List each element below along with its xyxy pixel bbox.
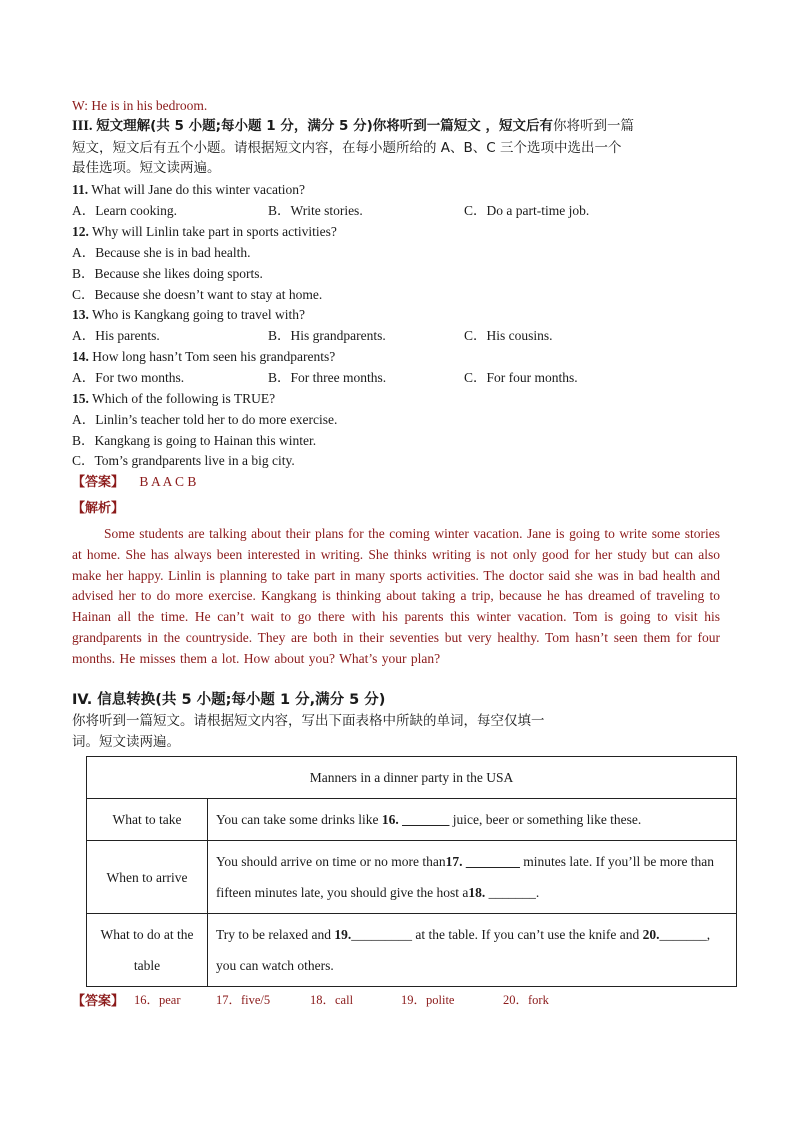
question-11 [72, 180, 305, 200]
section4-instructions-line1: 你将听到一篇短文。请根据短文内容，写出下面表格中所缺的单词，每空仅填一 [72, 713, 545, 729]
row-label: When to arrive [87, 841, 208, 914]
question-number: 12. [72, 224, 89, 239]
answer-item-19: 19．polite [401, 993, 455, 1007]
question-15 [72, 389, 275, 409]
row-content: You should arrive on time or no more than17. ________ minutes late. If you’ll be more than fifteen minutes late, you should give the host a18. _______. [208, 841, 737, 914]
table-row [87, 841, 737, 914]
analysis-text: Some students are talking about their plans for the coming winter vacation. Jane is going to write some stories at home. She has always been interested in writing. She thinks writing is not only good for her study but can also make her happy. Linlin is planning to take part in many sports activities. The doctor said she was in bad health and advised her to do more exercise. Kangkang is thinking about taking a trip, because he has dreamed of traveling to Hainan all the time. He can’t wait to go there with his parents this winter vacation. Tom is going to visit his grandparents in the countryside. They are both in their seventies but very healthy. Tom hasn’t seen them for four months. He misses them a lot. How about you? What’s your plan? [72, 526, 720, 666]
blank-17[interactable]: ________ [462, 854, 520, 869]
section3-heading-bold: 短文理解(共 5 小题;每小题 1 分，满分 5 分)你将听到一篇短文 ，短文后有 [96, 118, 554, 134]
answer-block-1 [72, 472, 196, 493]
option-12b: B．Because she likes doing sports. [72, 266, 263, 281]
answer-item-16: 16．pear [134, 993, 181, 1007]
row-label: What to take [87, 799, 208, 841]
analysis-label: 【解析】 [72, 501, 125, 516]
option-13b: B．His grandparents. [268, 328, 386, 343]
question-text: How long hasn’t Tom seen his grandparents? [92, 349, 336, 364]
question-text: Which of the following is TRUE? [92, 391, 276, 406]
answer-label: 【答案】 [72, 475, 125, 490]
blank-20[interactable]: _______ [659, 927, 707, 942]
question-number: 11. [72, 182, 89, 197]
w-line: W: He is in his bedroom. [72, 98, 208, 113]
option-11c: C．Do a part-time job. [464, 203, 590, 218]
answer-item-18: 18．call [310, 993, 354, 1007]
answer-value: B A A C B [139, 474, 197, 489]
question-number: 14. [72, 349, 89, 364]
blank-19[interactable]: _________ [351, 927, 412, 942]
answer-label-2: 【答案】 [72, 994, 125, 1009]
table-row [87, 799, 737, 841]
table-header-row [87, 757, 737, 799]
option-11b: B．Write stories. [268, 203, 363, 218]
question-text: Who is Kangkang going to travel with? [92, 307, 305, 322]
option-15c: C．Tom’s grandparents live in a big city. [72, 453, 295, 468]
row-content: Try to be relaxed and 19._________ at the table. If you can’t use the knife and 20._______, you can watch others. [208, 914, 737, 987]
option-13c: C．His cousins. [464, 328, 553, 343]
table-row [87, 914, 737, 987]
option-14a: A．For two months. [72, 370, 185, 385]
question-text: Why will Linlin take part in sports activities? [92, 224, 337, 239]
answer-item-20: 20．fork [503, 993, 549, 1007]
option-13a: A．His parents. [72, 328, 160, 343]
question-number: 15. [72, 391, 89, 406]
section4-instructions-line2: 词。短文读两遍。 [72, 734, 180, 750]
row-label: What to do at the table [87, 914, 208, 987]
section3-instructions-line2: 短文，短文后有五个小题。请根据短文内容，在每小题所给的 A、B、C 三个选项中选出一个 [72, 140, 622, 156]
question-12 [72, 222, 337, 242]
option-15a: A．Linlin’s teacher told her to do more exercise. [72, 412, 338, 427]
question-number: 13. [72, 307, 89, 322]
info-table [86, 756, 737, 987]
section4-heading: IV. 信息转换(共 5 小题;每小题 1 分,满分 5 分) [72, 692, 386, 708]
section3-heading-rest: 你将听到一篇 [553, 118, 635, 134]
question-13 [72, 305, 305, 325]
option-11a: A．Learn cooking. [72, 203, 177, 218]
section3-heading [72, 116, 634, 136]
section3-instructions-line3: 最佳选项。短文读两遍。 [72, 160, 221, 176]
question-text: What will Jane do this winter vacation? [91, 182, 305, 197]
blank-18[interactable]: _______ [485, 885, 536, 900]
option-14b: B．For three months. [268, 370, 387, 385]
row-content: You can take some drinks like 16. _______ juice, beer or something like these. [208, 799, 737, 841]
table-title: Manners in a dinner party in the USA [87, 757, 737, 799]
option-14c: C．For four months. [464, 370, 578, 385]
question-14 [72, 347, 335, 367]
blank-16[interactable]: _______ [398, 812, 450, 827]
option-15b: B．Kangkang is going to Hainan this winter. [72, 433, 317, 448]
option-12c: C．Because she doesn’t want to stay at home. [72, 287, 323, 302]
section3-num: III. [72, 118, 93, 134]
option-12a: A．Because she is in bad health. [72, 245, 251, 260]
answer-item-17: 17．five/5 [216, 993, 271, 1007]
